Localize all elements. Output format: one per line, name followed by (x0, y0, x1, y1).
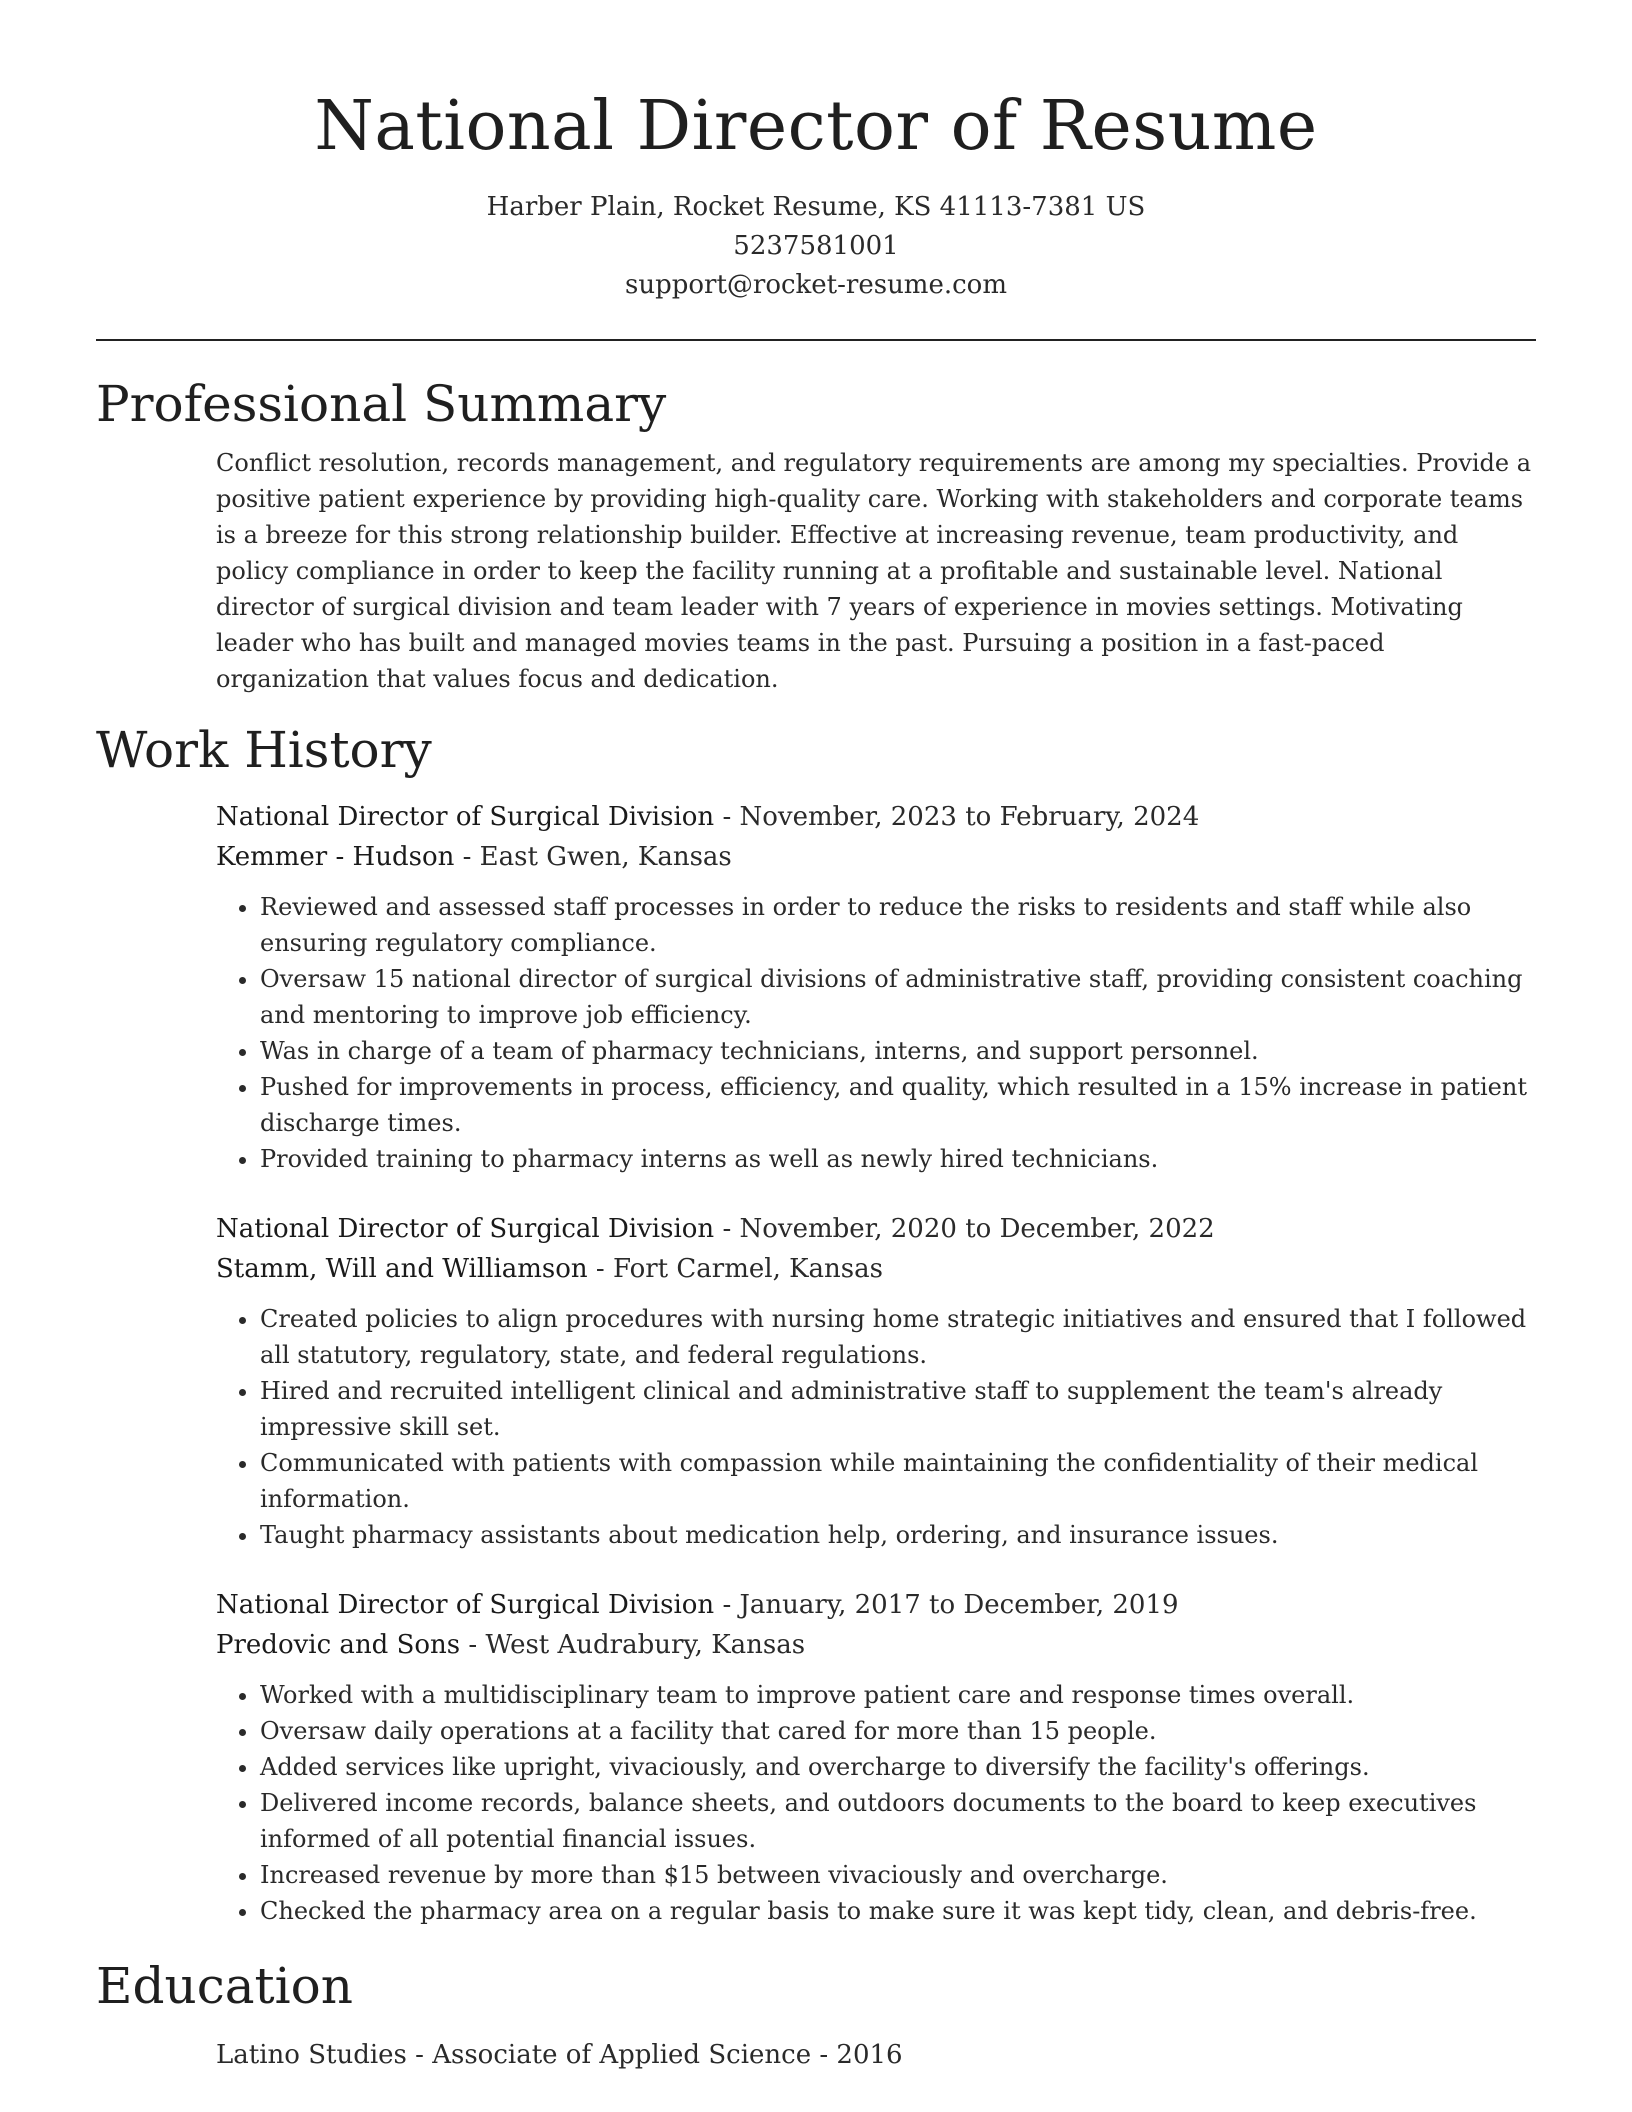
job-bullet: • Worked with a multidisciplinary team to improve patient care and response times overall. (260, 1677, 1536, 1713)
contact-address: Harber Plain, Rocket Resume, KS 41113-7381 US (486, 192, 1146, 222)
job-company: Kemmer - Hudson (216, 842, 455, 872)
education-entry (216, 2035, 1536, 2075)
job-title-line (216, 1209, 1536, 1249)
job-bullet: • Pushed for improvements in process, efficiency, and quality, which resulted in a 15% increase in patient discharge times. (260, 1069, 1536, 1141)
job-entry (216, 1585, 1536, 1929)
job-company-line (216, 837, 1536, 877)
education-heading: Education (96, 1957, 353, 2015)
job-location: - East Gwen, Kansas (454, 842, 732, 872)
job-bullet: • Provided training to pharmacy interns as well as newly hired technicians. (260, 1141, 1536, 1177)
resume-header (96, 0, 1536, 305)
education-field: Latino Studies (216, 2040, 407, 2070)
candidate-name: National Director of Resume (314, 87, 1318, 166)
job-title-line (216, 1585, 1536, 1625)
job-title-line (216, 797, 1536, 837)
education-detail: - Associate of Applied Science - 2016 (406, 2040, 903, 2070)
job-bullets (216, 1301, 1536, 1553)
job-bullet: • Oversaw 15 national director of surgical divisions of administrative staff, providing consistent coaching and mentoring to improve job efficiency. (260, 961, 1536, 1033)
summary-text: Conflict resolution, records management, and regulatory requirements are among my specialties. Provide a positive patient experience by providing high-quality care. Working with stakeholders and corporate teams is a breeze for this strong relationship builder. Effective at increasing revenue, team productivity, and policy compliance in order to keep the facility running at a profitable and sustainable level. National director of surgical division and team leader with 7 years of experience in movies settings. Motivating leader who has built and managed movies teams in the past. Pursuing a position in a fast-paced organization that values focus and dedication. (216, 449, 1532, 693)
job-company: Stamm, Will and Williamson (216, 1254, 588, 1284)
job-role: National Director of Surgical Division (216, 802, 715, 832)
job-location: - West Audrabury, Kansas (460, 1630, 806, 1660)
job-bullets (216, 889, 1536, 1177)
job-bullet: • Oversaw daily operations at a facility that cared for more than 15 people. (260, 1713, 1536, 1749)
job-bullet: • Communicated with patients with compassion while maintaining the confidentiality of their medical information. (260, 1445, 1536, 1517)
job-role: National Director of Surgical Division (216, 1214, 715, 1244)
header-divider (96, 339, 1536, 341)
job-bullet: • Was in charge of a team of pharmacy technicians, interns, and support personnel. (260, 1033, 1536, 1069)
work-history-heading: Work History (96, 721, 432, 779)
job-company: Predovic and Sons (216, 1630, 461, 1660)
job-bullet: • Taught pharmacy assistants about medication help, ordering, and insurance issues. (260, 1517, 1536, 1553)
job-location: - Fort Carmel, Kansas (587, 1254, 883, 1284)
job-bullet: • Reviewed and assessed staff processes in order to reduce the risks to residents and staff while also ensuring regulatory compliance. (260, 889, 1536, 961)
job-company-line (216, 1625, 1536, 1665)
job-bullet: • Increased revenue by more than $15 between vivaciously and overcharge. (260, 1857, 1536, 1893)
resume-page (96, 0, 1536, 2075)
job-bullet: • Added services like upright, vivaciously, and overcharge to diversify the facility's offerings. (260, 1749, 1536, 1785)
contact-phone: 5237581001 (733, 231, 899, 261)
job-bullet: • Created policies to align procedures with nursing home strategic initiatives and ensured that I followed all statutory, regulatory, state, and federal regulations. (260, 1301, 1536, 1373)
job-dates: - November, 2020 to December, 2022 (714, 1214, 1215, 1244)
job-bullet: • Checked the pharmacy area on a regular basis to make sure it was kept tidy, clean, and debris-free. (260, 1893, 1536, 1929)
summary-heading: Professional Summary (96, 375, 667, 433)
job-dates: - January, 2017 to December, 2019 (714, 1590, 1179, 1620)
job-entry (216, 1209, 1536, 1553)
job-company-line (216, 1249, 1536, 1289)
job-bullet: • Hired and recruited intelligent clinical and administrative staff to supplement the team's already impressive skill set. (260, 1373, 1536, 1445)
job-bullets (216, 1677, 1536, 1929)
job-role: National Director of Surgical Division (216, 1590, 715, 1620)
job-entry (216, 797, 1536, 1177)
contact-email: support@rocket-resume.com (624, 270, 1007, 300)
job-dates: - November, 2023 to February, 2024 (714, 802, 1200, 832)
contact-info (96, 188, 1536, 305)
job-bullet: • Delivered income records, balance sheets, and outdoors documents to the board to keep executives informed of all potential financial issues. (260, 1785, 1536, 1857)
